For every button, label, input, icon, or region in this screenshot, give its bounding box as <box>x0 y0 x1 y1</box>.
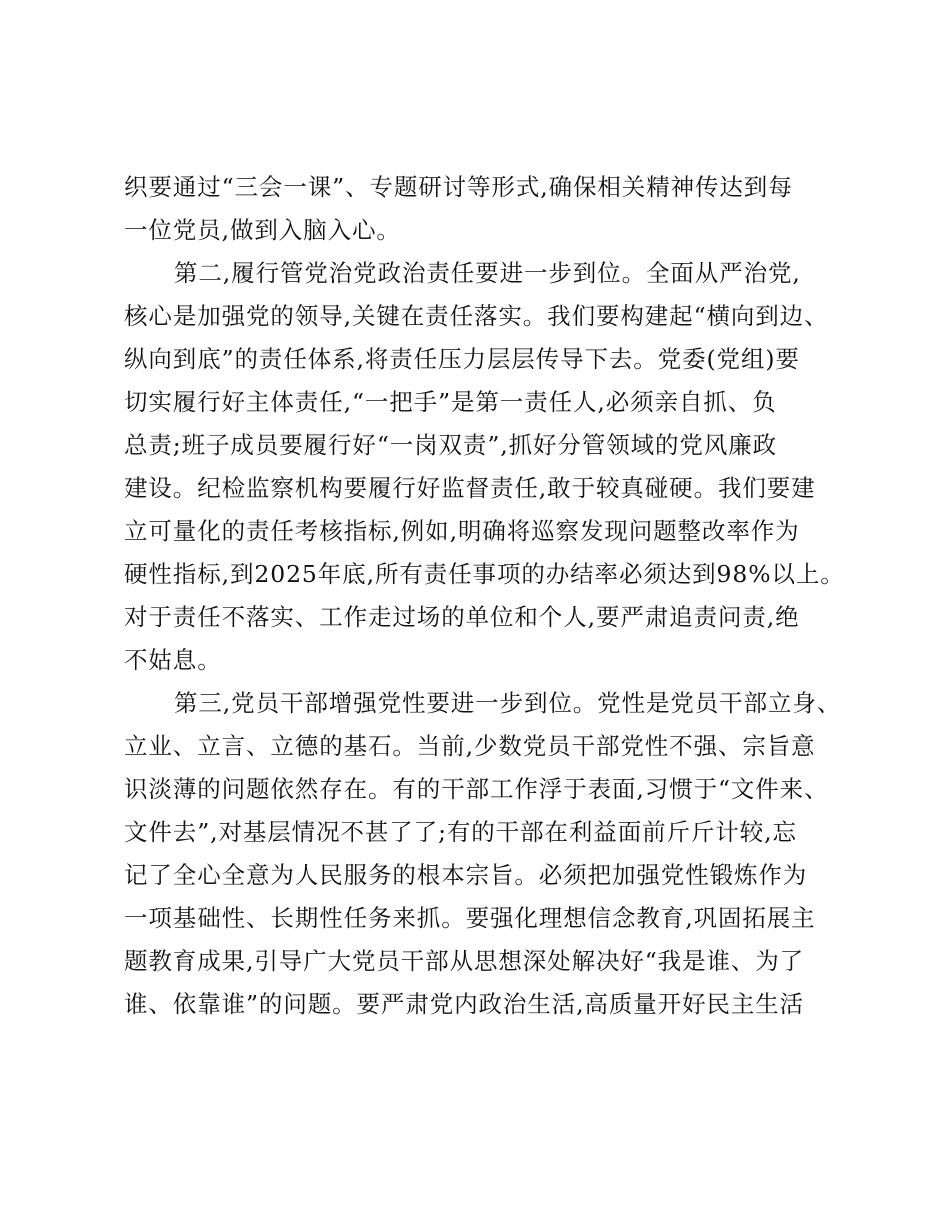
text-line: 谁、依靠谁”的问题。要严肃党内政治生活,高质量开好民主生活 <box>124 990 805 1018</box>
paragraph-start-line: 第三,党员干部增强党性要进一步到位。党性是党员干部立身、 <box>174 689 842 717</box>
text-line: 织要通过“三会一课”、专题研讨等形式,确保相关精神传达到每 <box>124 173 793 201</box>
text-line: 切实履行好主体责任,“一把手”是第一责任人,必须亲自抓、负 <box>124 388 777 416</box>
text-line: 立业、立言、立德的基石。当前,少数党员干部党性不强、宗旨意 <box>124 732 816 760</box>
text-line: 建设。纪检监察机构要履行好监督责任,敢于较真碰硬。我们要建 <box>124 474 816 502</box>
text-line: 一位党员,做到入脑入心。 <box>124 216 401 244</box>
text-line: 对于责任不落实、工作走过场的单位和个人,要严肃追责问责,绝 <box>124 603 800 631</box>
text-line: 硬性指标,到2025年底,所有责任事项的办结率必须达到98%以上。 <box>124 560 845 588</box>
text-line: 核心是加强党的领导,关键在责任落实。我们要构建起“横向到边、 <box>124 302 829 330</box>
text-line: 一项基础性、长期性任务来抓。要强化理想信念教育,巩固拓展主 <box>124 904 816 932</box>
text-line: 纵向到底”的责任体系,将责任压力层层传导下去。党委(党组)要 <box>124 345 800 373</box>
text-line: 题教育成果,引导广大党员干部从思想深处解决好“我是谁、为了 <box>124 947 805 975</box>
text-line: 识淡薄的问题依然存在。有的干部工作浮于表面,习惯于“文件来、 <box>124 775 829 803</box>
text-line: 记了全心全意为人民服务的根本宗旨。必须把加强党性锻炼作为 <box>124 861 808 889</box>
text-line: 不姑息。 <box>124 646 222 674</box>
paragraph-start-line: 第二,履行管党治党政治责任要进一步到位。全面从严治党, <box>174 259 801 287</box>
text-line: 总责;班子成员要履行好“一岗双责”,抓好分管领域的党风廉政 <box>124 431 778 459</box>
text-line: 立可量化的责任考核指标,例如,明确将巡察发现问题整改率作为 <box>124 517 800 545</box>
text-line: 文件去”,对基层情况不甚了了;有的干部在利益面前斤斤计较,忘 <box>124 818 797 846</box>
